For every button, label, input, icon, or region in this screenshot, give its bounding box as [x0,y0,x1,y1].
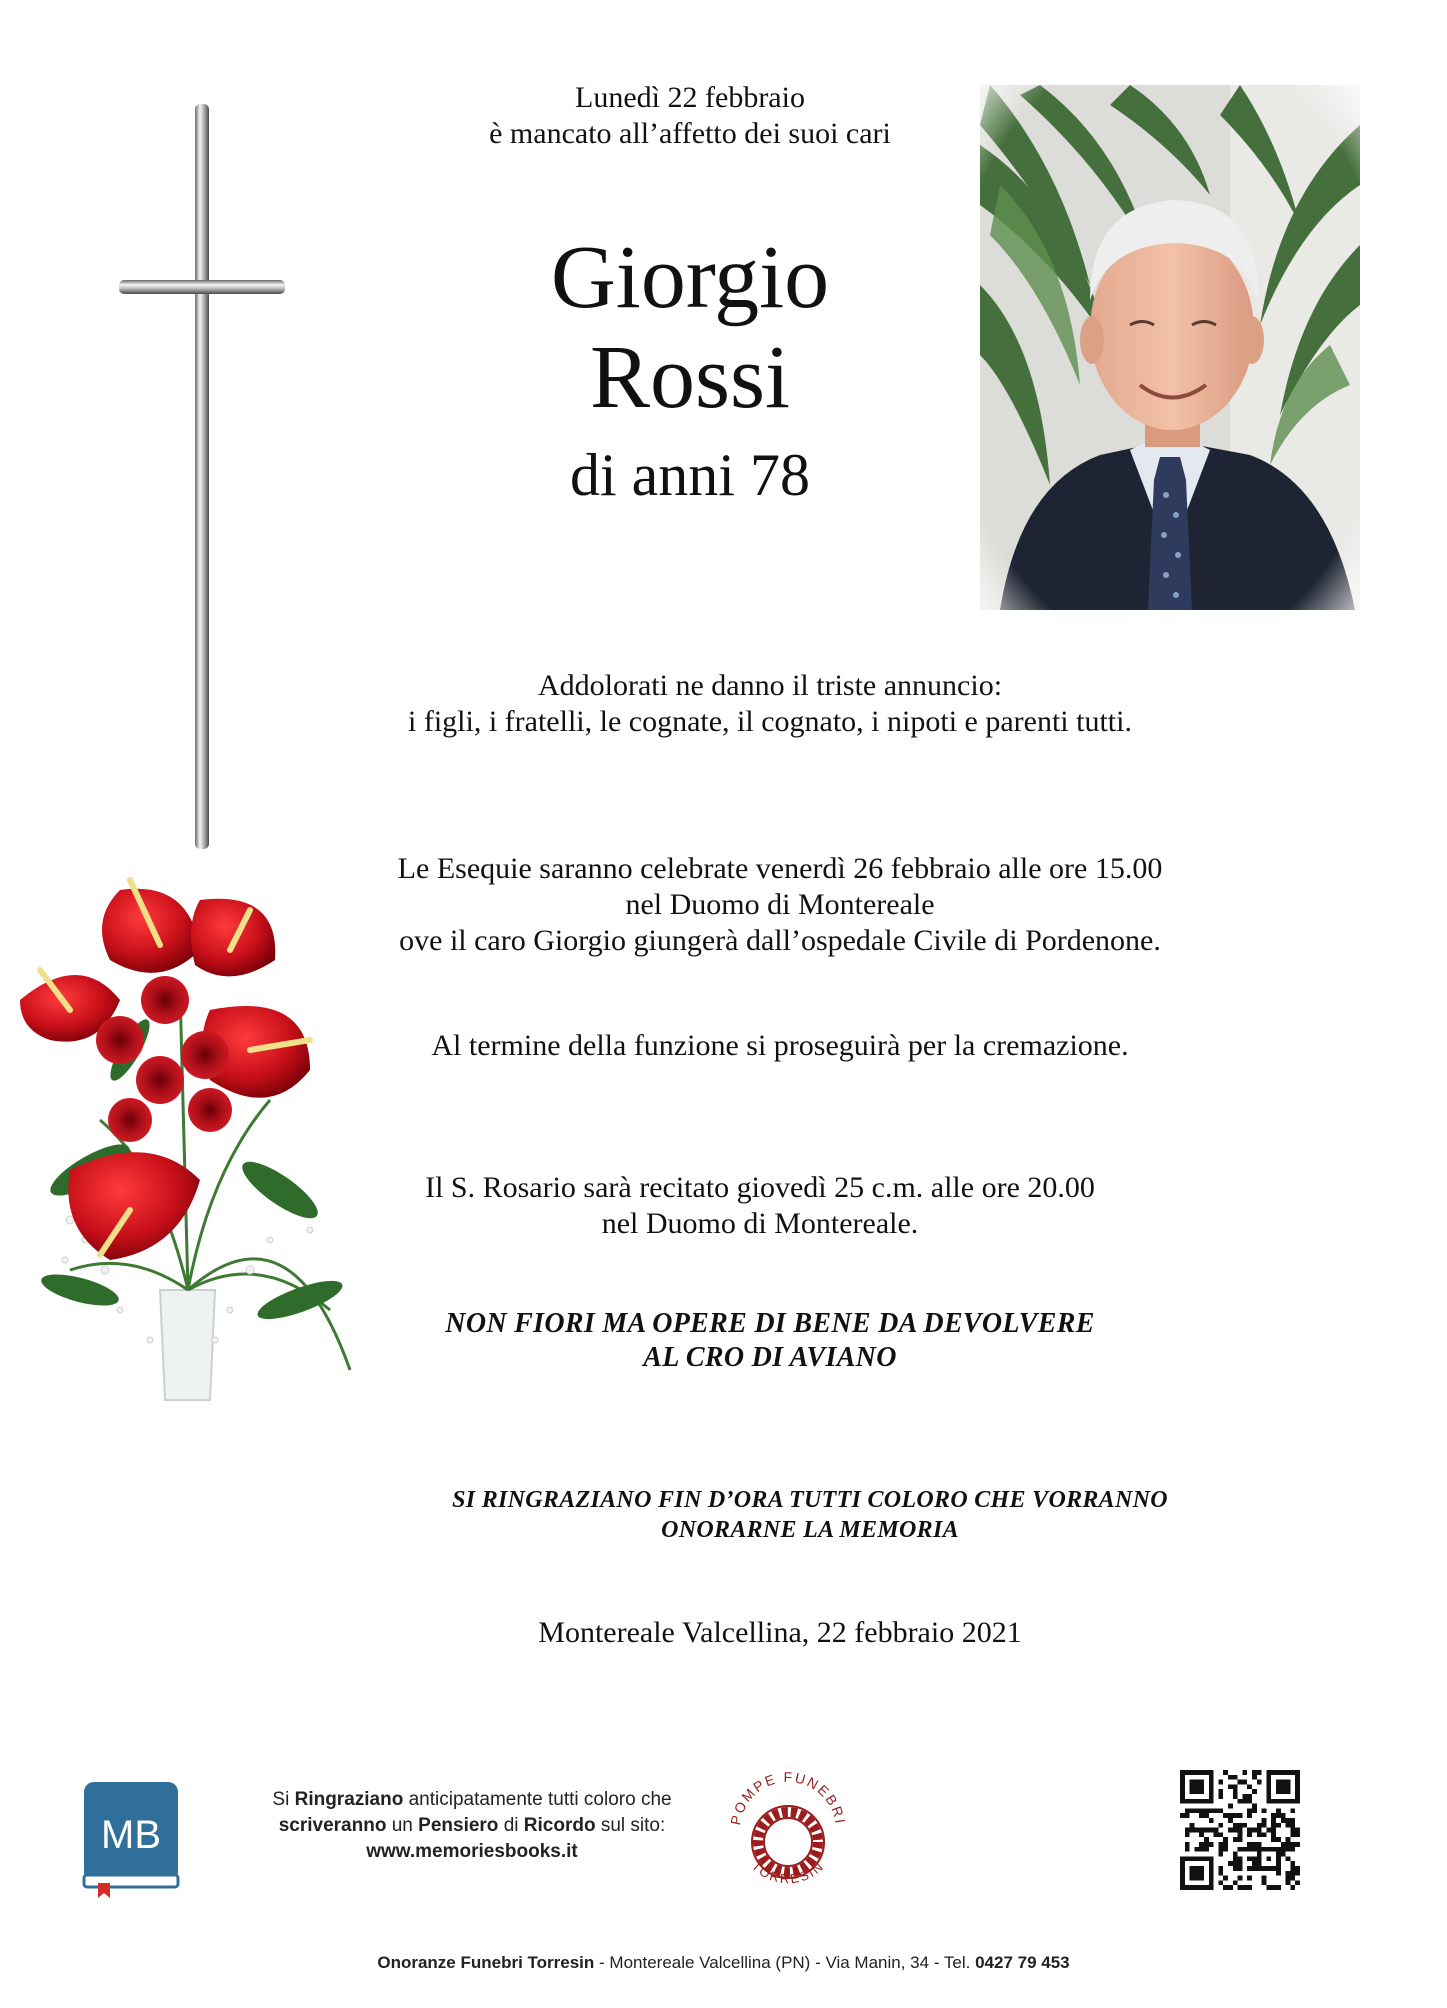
mourners-block [300,668,1240,740]
last-name: Rossi [589,328,791,427]
msg-part: Si [272,1789,295,1810]
first-name: Giorgio [550,228,830,327]
donation-line-1: NON FIORI MA OPERE DI BENE DA DEVOLVERE [445,1308,1095,1339]
qr-code[interactable] [1180,1770,1300,1890]
age-line: di anni 78 [570,442,810,508]
date-line: Lunedì 22 febbraio [575,81,805,114]
donation-line-2: AL CRO DI AVIANO [643,1342,897,1373]
mourners-line-1: Addolorati ne danno il triste annuncio: [537,669,1003,702]
funeral-line-3: ove il caro Giorgio giungerà dall’ospedale Civile di Pordenone. [399,924,1161,957]
torresin-seal [718,1760,858,1905]
footer-message [222,1787,722,1865]
msg-bold: Ricordo [523,1815,596,1836]
mancato-line: è mancato all’affetto dei suoi cari [489,117,891,150]
company-address: - Montereale Valcellina (PN) - Via Manin, 34 - Tel. [594,1953,976,1972]
footer-msg-line-1 [222,1787,722,1813]
seal-top-text: POMPE FUNEBRI [727,1768,849,1827]
website-url[interactable]: www.memoriesbooks.it [366,1841,578,1862]
donation-block [360,1307,1180,1375]
deceased-name [390,228,990,428]
thanks-line-1: SI RINGRAZIANO FIN D’ORA TUTTI COLORO CHE VORRANNO [452,1487,1168,1513]
memoriesbooks-logo[interactable] [82,1780,182,1898]
rosary-line-2: nel Duomo di Montereale. [601,1207,919,1240]
msg-bold: Ringraziano [294,1789,404,1810]
company-name: Onoranze Funebri Torresin [377,1953,595,1972]
mourners-line-2: i figli, i fratelli, le cognate, il cognato, i nipoti e parenti tutti. [408,705,1132,738]
rosary-line-1: Il S. Rosario sarà recitato giovedì 25 c.m. alle ore 20.00 [425,1171,1095,1204]
footer-contact [0,1953,1447,1973]
flower-bouquet-image [10,870,365,1405]
logo-text: MB [101,1813,161,1857]
thanks-block [360,1485,1260,1545]
seal-bottom-text: TORRESIN [748,1858,828,1887]
msg-part: anticipatamente tutti coloro che [403,1789,672,1810]
footer-msg-line-2 [222,1813,722,1839]
announcement-header [390,80,990,152]
company-phone[interactable]: 0427 79 453 [975,1953,1070,1972]
website-link[interactable] [222,1839,722,1865]
msg-part: un [386,1815,419,1836]
cross-icon [115,100,295,860]
place-date: Montereale Valcellina, 22 febbraio 2021 [538,1616,1022,1649]
rosary-block [350,1170,1170,1242]
msg-bold: Pensiero [418,1815,499,1836]
svg-text:TORRESIN [749,1858,827,1886]
funeral-block [350,851,1210,959]
msg-bold: scriveranno [278,1815,387,1836]
cremation-line: Al termine della funzione si proseguirà per la cremazione. [431,1029,1129,1062]
funeral-line-1: Le Esequie saranno celebrate venerdì 26 febbraio alle ore 15.00 [397,852,1163,885]
msg-part: sul sito: [595,1815,666,1836]
thanks-line-2: ONORARNE LA MEMORIA [661,1517,959,1543]
funeral-line-2: nel Duomo di Montereale [625,888,935,921]
msg-part: di [498,1815,524,1836]
portrait-photo [980,85,1360,610]
